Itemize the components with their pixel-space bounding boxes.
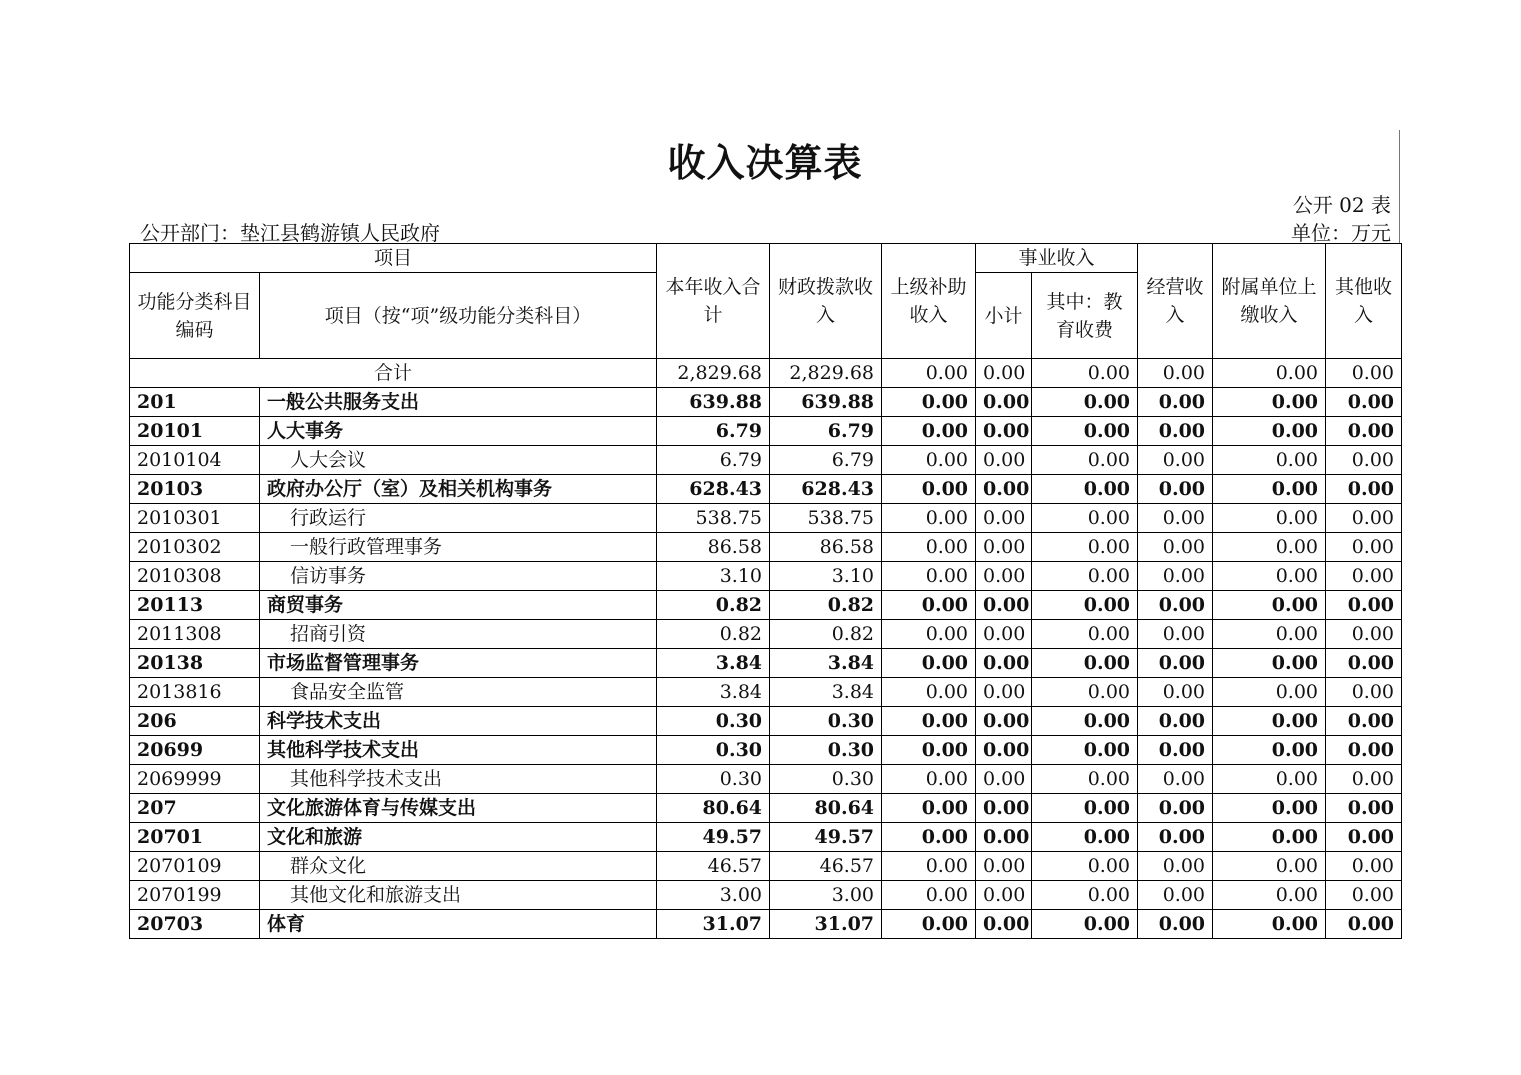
row-name: 其他科学技术支出: [260, 765, 657, 794]
total-value: 0.00: [1326, 359, 1402, 388]
row-value: 0.00: [1213, 823, 1326, 852]
row-value: 0.00: [1326, 794, 1402, 823]
row-value: 0.00: [1138, 823, 1213, 852]
row-value: 0.82: [657, 620, 770, 649]
row-code: 201: [130, 388, 260, 417]
total-value: 0.00: [1138, 359, 1213, 388]
row-code: 2069999: [130, 765, 260, 794]
row-value: 0.00: [1138, 475, 1213, 504]
row-value: 0.00: [1213, 794, 1326, 823]
income-table: [129, 243, 1402, 939]
row-value: 0.00: [1213, 475, 1326, 504]
row-value: 0.00: [882, 475, 976, 504]
row-code: 20699: [130, 736, 260, 765]
row-code: 20701: [130, 823, 260, 852]
row-value: 0.00: [976, 504, 1032, 533]
row-value: 0.00: [1138, 649, 1213, 678]
row-value: 0.00: [882, 446, 976, 475]
row-value: 639.88: [657, 388, 770, 417]
row-value: 3.00: [657, 881, 770, 910]
row-code: 206: [130, 707, 260, 736]
row-value: 0.30: [657, 765, 770, 794]
row-value: 0.00: [976, 678, 1032, 707]
row-value: 0.00: [1326, 910, 1402, 939]
row-value: 538.75: [770, 504, 882, 533]
header-item-name: 项目（按“项”级功能分类科目）: [260, 273, 657, 359]
row-value: 31.07: [770, 910, 882, 939]
header-code: 功能分类科目编码: [130, 273, 260, 359]
row-value: 0.30: [770, 736, 882, 765]
row-value: 0.00: [1326, 707, 1402, 736]
row-value: 0.00: [1032, 417, 1138, 446]
row-value: 0.00: [1032, 620, 1138, 649]
table-row: [130, 649, 1402, 678]
row-value: 0.00: [1032, 794, 1138, 823]
row-value: 0.00: [1326, 881, 1402, 910]
row-name: 一般公共服务支出: [260, 388, 657, 417]
header-fiscal-income: 财政拨款收入: [770, 244, 882, 359]
total-label: 合计: [130, 359, 657, 388]
row-value: 6.79: [657, 446, 770, 475]
row-name: 其他文化和旅游支出: [260, 881, 657, 910]
row-value: 0.30: [770, 707, 882, 736]
row-value: 0.00: [1326, 417, 1402, 446]
row-value: 0.00: [1213, 736, 1326, 765]
unit-label: 单位：万元: [1291, 221, 1391, 245]
row-name: 商贸事务: [260, 591, 657, 620]
row-value: 538.75: [657, 504, 770, 533]
row-value: 0.00: [976, 533, 1032, 562]
row-name: 行政运行: [260, 504, 657, 533]
row-value: 3.10: [770, 562, 882, 591]
row-name: 食品安全监管: [260, 678, 657, 707]
row-value: 0.00: [882, 678, 976, 707]
form-number: 公开 02 表: [1292, 193, 1391, 217]
row-value: 0.00: [882, 417, 976, 446]
row-code: 2010104: [130, 446, 260, 475]
row-value: 0.00: [976, 446, 1032, 475]
total-value: 0.00: [882, 359, 976, 388]
row-value: 0.00: [1032, 707, 1138, 736]
total-value: 0.00: [976, 359, 1032, 388]
row-name: 科学技术支出: [260, 707, 657, 736]
row-name: 其他科学技术支出: [260, 736, 657, 765]
row-value: 0.30: [770, 765, 882, 794]
row-value: 0.00: [1213, 765, 1326, 794]
row-code: 20703: [130, 910, 260, 939]
row-value: 86.58: [657, 533, 770, 562]
table-row: [130, 533, 1402, 562]
row-value: 0.00: [1138, 765, 1213, 794]
total-value: 0.00: [1213, 359, 1326, 388]
row-code: 2010302: [130, 533, 260, 562]
row-value: 0.00: [1213, 649, 1326, 678]
row-value: 0.00: [1213, 910, 1326, 939]
row-value: 0.00: [1032, 736, 1138, 765]
row-value: 0.00: [976, 417, 1032, 446]
table-row: [130, 388, 1402, 417]
header-total-income: 本年收入合计: [657, 244, 770, 359]
row-value: 0.00: [1032, 562, 1138, 591]
table-row: [130, 707, 1402, 736]
row-value: 0.00: [1138, 388, 1213, 417]
row-code: 2070109: [130, 852, 260, 881]
row-value: 0.00: [1032, 504, 1138, 533]
row-value: 0.00: [1213, 591, 1326, 620]
row-name: 信访事务: [260, 562, 657, 591]
row-value: 46.57: [657, 852, 770, 881]
row-code: 20138: [130, 649, 260, 678]
table-row: [130, 736, 1402, 765]
row-value: 0.00: [1326, 475, 1402, 504]
row-value: 0.00: [882, 649, 976, 678]
row-name: 人大事务: [260, 417, 657, 446]
row-value: 0.00: [1326, 591, 1402, 620]
row-value: 0.00: [882, 881, 976, 910]
row-value: 0.00: [976, 649, 1032, 678]
row-name: 招商引资: [260, 620, 657, 649]
row-code: 20101: [130, 417, 260, 446]
table-row: [130, 823, 1402, 852]
row-value: 0.00: [1138, 504, 1213, 533]
row-code: 2013816: [130, 678, 260, 707]
row-value: 0.00: [1138, 881, 1213, 910]
row-value: 0.00: [1032, 910, 1138, 939]
row-value: 0.00: [1213, 504, 1326, 533]
row-value: 628.43: [657, 475, 770, 504]
row-value: 0.00: [1138, 446, 1213, 475]
header-business-income: 事业收入: [976, 244, 1138, 273]
row-value: 0.00: [882, 852, 976, 881]
row-value: 0.82: [657, 591, 770, 620]
row-value: 0.00: [976, 591, 1032, 620]
row-value: 0.00: [1032, 852, 1138, 881]
row-value: 0.00: [882, 823, 976, 852]
row-value: 0.00: [1138, 736, 1213, 765]
row-value: 0.30: [657, 736, 770, 765]
row-value: 0.00: [882, 504, 976, 533]
row-code: 2010308: [130, 562, 260, 591]
row-value: 0.00: [1213, 562, 1326, 591]
header-subtotal: 小计: [976, 273, 1032, 359]
row-value: 0.00: [882, 591, 976, 620]
row-value: 3.00: [770, 881, 882, 910]
row-value: 0.00: [1032, 678, 1138, 707]
row-value: 0.00: [976, 620, 1032, 649]
row-value: 0.00: [976, 794, 1032, 823]
row-value: 0.00: [976, 823, 1032, 852]
row-value: 0.00: [976, 475, 1032, 504]
header-affiliated-income: 附属单位上缴收入: [1213, 244, 1326, 359]
table-row: [130, 765, 1402, 794]
row-name: 政府办公厅（室）及相关机构事务: [260, 475, 657, 504]
row-value: 639.88: [770, 388, 882, 417]
row-name: 一般行政管理事务: [260, 533, 657, 562]
row-value: 3.84: [657, 649, 770, 678]
header-other-income: 其他收入: [1326, 244, 1402, 359]
row-value: 0.00: [1326, 852, 1402, 881]
row-name: 市场监督管理事务: [260, 649, 657, 678]
row-value: 0.00: [882, 765, 976, 794]
row-value: 49.57: [657, 823, 770, 852]
row-value: 0.00: [976, 388, 1032, 417]
table-row: [130, 446, 1402, 475]
row-value: 0.00: [882, 562, 976, 591]
table-row: [130, 794, 1402, 823]
row-value: 0.00: [882, 707, 976, 736]
total-value: 2,829.68: [657, 359, 770, 388]
row-value: 0.00: [1138, 417, 1213, 446]
department-label: 公开部门：垫江县鹤游镇人民政府: [140, 221, 440, 245]
row-code: 2070199: [130, 881, 260, 910]
row-value: 0.00: [1032, 591, 1138, 620]
row-value: 628.43: [770, 475, 882, 504]
row-name: 人大会议: [260, 446, 657, 475]
row-value: 0.00: [882, 533, 976, 562]
table-row: [130, 910, 1402, 939]
row-value: 0.00: [1138, 707, 1213, 736]
row-value: 0.00: [1032, 446, 1138, 475]
total-row: [130, 359, 1402, 388]
total-value: 2,829.68: [770, 359, 882, 388]
row-value: 0.00: [1032, 823, 1138, 852]
row-value: 0.00: [882, 910, 976, 939]
total-value: 0.00: [1032, 359, 1138, 388]
row-value: 0.00: [1213, 620, 1326, 649]
row-value: 6.79: [770, 446, 882, 475]
row-value: 0.00: [1032, 881, 1138, 910]
header-education-fee: 其中：教育收费: [1032, 273, 1138, 359]
row-value: 0.00: [976, 881, 1032, 910]
row-value: 0.00: [1213, 533, 1326, 562]
row-value: 80.64: [770, 794, 882, 823]
row-name: 文化旅游体育与传媒支出: [260, 794, 657, 823]
row-name: 群众文化: [260, 852, 657, 881]
row-value: 0.00: [1138, 533, 1213, 562]
row-value: 0.00: [1326, 765, 1402, 794]
row-value: 49.57: [770, 823, 882, 852]
row-value: 0.00: [1032, 475, 1138, 504]
row-value: 0.00: [1326, 562, 1402, 591]
row-value: 0.00: [1326, 504, 1402, 533]
row-value: 0.00: [976, 707, 1032, 736]
header-project: 项目: [130, 244, 657, 273]
row-name: 文化和旅游: [260, 823, 657, 852]
row-code: 207: [130, 794, 260, 823]
row-value: 0.00: [1326, 823, 1402, 852]
row-value: 0.82: [770, 591, 882, 620]
row-value: 0.00: [1326, 736, 1402, 765]
row-value: 0.00: [1032, 533, 1138, 562]
row-value: 0.00: [976, 852, 1032, 881]
table-row: [130, 504, 1402, 533]
row-value: 0.00: [1326, 533, 1402, 562]
row-value: 0.00: [1326, 678, 1402, 707]
row-code: 20103: [130, 475, 260, 504]
row-value: 6.79: [770, 417, 882, 446]
row-value: 0.00: [976, 736, 1032, 765]
row-value: 0.00: [1138, 794, 1213, 823]
row-value: 0.00: [1326, 649, 1402, 678]
row-value: 46.57: [770, 852, 882, 881]
row-value: 0.00: [1138, 678, 1213, 707]
row-value: 0.00: [1032, 388, 1138, 417]
row-value: 0.00: [1326, 620, 1402, 649]
row-value: 0.30: [657, 707, 770, 736]
row-value: 0.00: [1138, 591, 1213, 620]
row-value: 0.00: [1032, 765, 1138, 794]
row-value: 0.00: [1138, 852, 1213, 881]
row-value: 80.64: [657, 794, 770, 823]
row-value: 0.00: [1138, 620, 1213, 649]
row-value: 0.00: [1213, 881, 1326, 910]
row-value: 0.00: [882, 736, 976, 765]
row-value: 0.00: [1213, 417, 1326, 446]
row-value: 0.00: [1213, 388, 1326, 417]
row-value: 3.10: [657, 562, 770, 591]
row-value: 0.00: [882, 794, 976, 823]
row-value: 0.00: [976, 910, 1032, 939]
row-value: 0.00: [1213, 678, 1326, 707]
table-row: [130, 417, 1402, 446]
table-row: [130, 881, 1402, 910]
row-value: 3.84: [770, 678, 882, 707]
row-value: 6.79: [657, 417, 770, 446]
page-title: 收入决算表: [667, 141, 863, 185]
table-row: [130, 620, 1402, 649]
row-value: 0.00: [1213, 852, 1326, 881]
row-value: 0.00: [882, 388, 976, 417]
row-code: 2010301: [130, 504, 260, 533]
row-value: 0.00: [1138, 562, 1213, 591]
row-value: 0.00: [976, 562, 1032, 591]
row-value: 0.00: [882, 620, 976, 649]
row-value: 31.07: [657, 910, 770, 939]
header-operating-income: 经营收入: [1138, 244, 1213, 359]
table-row: [130, 475, 1402, 504]
row-value: 0.00: [976, 765, 1032, 794]
row-value: 0.00: [1213, 707, 1326, 736]
row-value: 86.58: [770, 533, 882, 562]
header-superior-subsidy: 上级补助收入: [882, 244, 976, 359]
row-value: 0.82: [770, 620, 882, 649]
row-value: 0.00: [1326, 388, 1402, 417]
row-code: 20113: [130, 591, 260, 620]
row-value: 3.84: [770, 649, 882, 678]
row-value: 0.00: [1032, 649, 1138, 678]
row-value: 3.84: [657, 678, 770, 707]
row-value: 0.00: [1326, 446, 1402, 475]
row-value: 0.00: [1138, 910, 1213, 939]
table-row: [130, 678, 1402, 707]
row-code: 2011308: [130, 620, 260, 649]
row-value: 0.00: [1213, 446, 1326, 475]
table-row: [130, 591, 1402, 620]
table-row: [130, 852, 1402, 881]
table-row: [130, 562, 1402, 591]
row-name: 体育: [260, 910, 657, 939]
